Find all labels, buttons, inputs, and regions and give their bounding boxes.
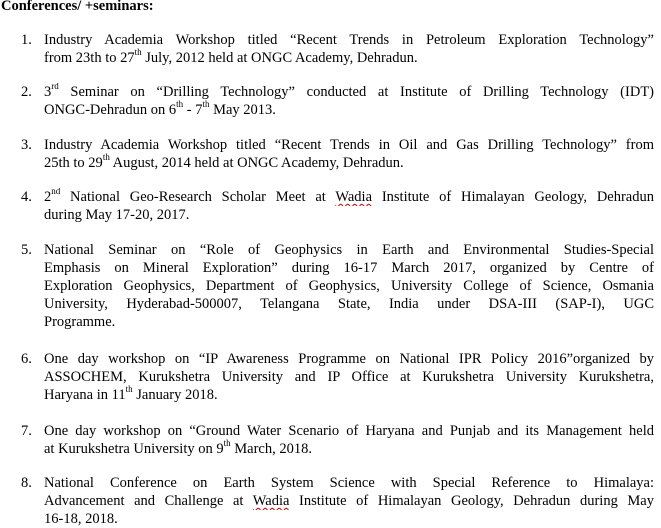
list-text — [44, 83, 654, 119]
list-text — [44, 31, 654, 67]
text-line: Haryana in 11th January 2018. — [44, 384, 218, 403]
list-text — [44, 422, 654, 458]
spellcheck-word: Wadia — [335, 189, 373, 205]
list-number: 5. — [21, 242, 32, 258]
text-line: Industry Academia Workshop titled “Recent Trends in Petroleum Exploration Technology” — [44, 32, 654, 48]
text-line: 2nd National Geo-Research Scholar Meet at Wadia Institute of Himalayan Geology, Dehradun — [44, 188, 654, 205]
spellcheck-word: Wadia — [252, 493, 290, 509]
list-number: 6. — [21, 351, 32, 367]
text-line: from 23th to 27th July, 2012 held at ONGC Academy, Dehradun. — [44, 47, 418, 66]
list-number: 7. — [21, 423, 32, 439]
text-line: during May 17-20, 2017. — [44, 207, 190, 223]
text-line: National Conference on Earth System Science with Special Reference to Himalaya: — [44, 475, 654, 491]
text-line: Programme. — [44, 314, 116, 330]
text-line: ONGC-Dehradun on 6th - 7th May 2013. — [44, 99, 276, 118]
list-text — [44, 136, 654, 172]
list-text — [44, 350, 654, 404]
text-line: National Seminar on “Role of Geophysics in Earth and Environmental Studies-Special — [44, 242, 654, 258]
section-heading: Conferences/ +seminars: — [1, 0, 154, 14]
text-line: at Kurukshetra University on 9th March, 2018. — [44, 438, 312, 457]
text-line: 16-18, 2018. — [44, 511, 118, 527]
list-number: 4. — [21, 189, 32, 205]
list-number: 1. — [21, 32, 32, 48]
list-number: 2. — [21, 84, 32, 100]
text-line: One day workshop on “Ground Water Scenario of Haryana and Punjab and its Management held — [44, 423, 654, 439]
text-line: Advancement and Challenge at Wadia Institute of Himalayan Geology, Dehradun during May — [44, 493, 654, 509]
text-line: University, Hyderabad-500007, Telangana State, India under DSA-III (SAP-I), UGC — [44, 296, 654, 312]
text-line: Industry Academia Workshop titled “Recent Trends in Oil and Gas Drilling Technology” from — [44, 137, 654, 153]
text-line: Exploration Geophysics, Department of Geophysics, University College of Science, Osmania — [44, 278, 654, 294]
list-number: 3. — [21, 137, 32, 153]
text-line: 3rd Seminar on “Drilling Technology” conducted at Institute of Drilling Technology (IDT) — [44, 83, 654, 100]
list-text — [44, 188, 654, 224]
text-line: 25th to 29th August, 2014 held at ONGC Academy, Dehradun. — [44, 152, 404, 171]
list-number: 8. — [21, 475, 32, 491]
text-line: One day workshop on “IP Awareness Programme on National IPR Policy 2016”organized by — [44, 351, 654, 367]
text-line: ASSOCHEM, Kurukshetra University and IP Office at Kurukshetra University Kurukshetra, — [44, 369, 654, 385]
text-line: Emphasis on Mineral Exploration” during 16-17 March 2017, organized by Centre of — [44, 260, 654, 276]
list-text — [44, 474, 654, 528]
list-text — [44, 241, 654, 331]
